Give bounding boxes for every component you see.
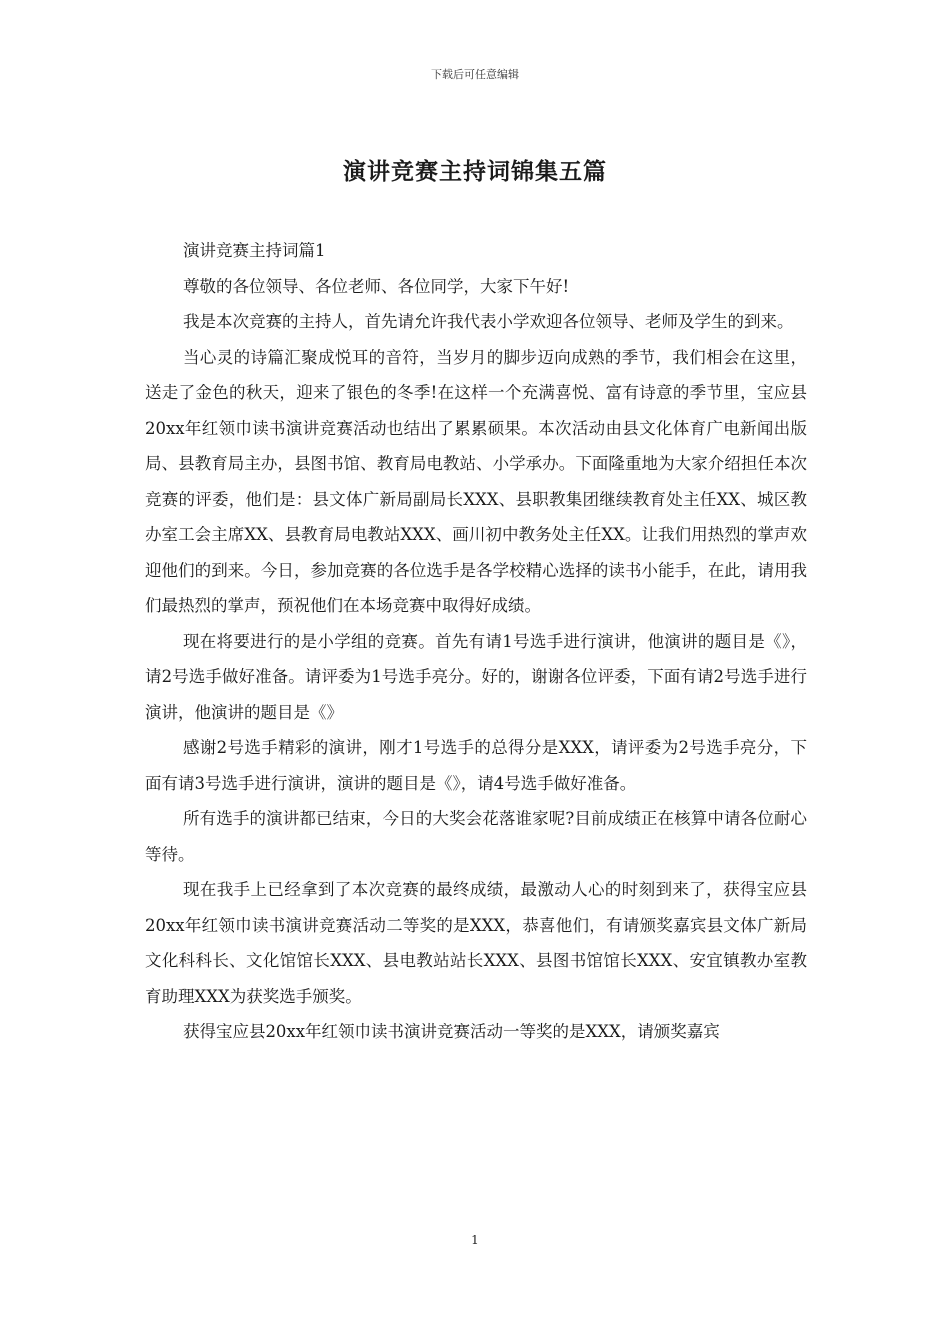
paragraph-opening: 当心灵的诗篇汇聚成悦耳的音符，当岁月的脚步迈向成熟的季节，我们相会在这里，送走了金色的秋天，迎来了银色的冬季!在这样一个充满喜悦、富有诗意的季节里，宝应县20xx年红领巾读书演讲竞赛活动也结出了累累硕果。本次活动由县文化体育广电新闻出版局、县教育局主办，县图书馆、教育局电教站、小学承办。下面隆重地为大家介绍担任本次竞赛的评委，他们是：县文体广新局副局长XXX、县职教集团继续教育处主任XX、城区教办室工会主席XX、县教育局电教站XXX、画川初中教务处主任XX。让我们用热烈的掌声欢迎他们的到来。今日，参加竞赛的各位选手是各学校精心选择的读书小能手，在此，请用我们最热烈的掌声，预祝他们在本场竞赛中取得好成绩。 [145, 347, 807, 615]
header-note: 下载后可任意编辑 [431, 68, 519, 81]
section-heading: 演讲竞赛主持词篇1 [182, 241, 326, 260]
document-body [145, 233, 807, 1050]
paragraph-intro: 我是本次竞赛的主持人，首先请允许我代表小学欢迎各位领导、老师及学生的到来。 [182, 312, 794, 331]
paragraph-contest-start: 现在将要进行的是小学组的竞赛。首先有请1号选手进行演讲，他演讲的题目是《》，请2号选手做好准备。请评委为1号选手亮分。好的，谢谢各位评委，下面有请2号选手进行演讲，他演讲的题目是《》 [145, 631, 807, 722]
paragraph-waiting: 所有选手的演讲都已结束，今日的大奖会花落谁家呢?目前成绩正在核算中请各位耐心等待。 [145, 809, 807, 864]
paragraph-greeting: 尊敬的各位领导、各位老师、各位同学，大家下午好! [182, 276, 570, 296]
paragraph-thanks: 感谢2号选手精彩的演讲，刚才1号选手的总得分是XXX，请评委为2号选手亮分，下面有请3号选手进行演讲，演讲的题目是《》，请4号选手做好准备。 [145, 738, 807, 793]
document-title: 演讲竞赛主持词锦集五篇 [343, 158, 607, 185]
paragraph-second-prize: 现在我手上已经拿到了本次竞赛的最终成绩，最激动人心的时刻到来了，获得宝应县20xx年红领巾读书演讲竞赛活动二等奖的是XXX，恭喜他们，有请颁奖嘉宾县文体广新局文化科科长、文化馆馆长XXX、县电教站站长XXX、县图书馆馆长XXX、安宜镇教办室教育助理XXX为获奖选手颁奖。 [145, 880, 807, 1006]
paragraph-first-prize: 获得宝应县20xx年红领巾读书演讲竞赛活动一等奖的是XXX，请颁奖嘉宾 [182, 1022, 720, 1041]
page-number: 1 [471, 1233, 479, 1247]
